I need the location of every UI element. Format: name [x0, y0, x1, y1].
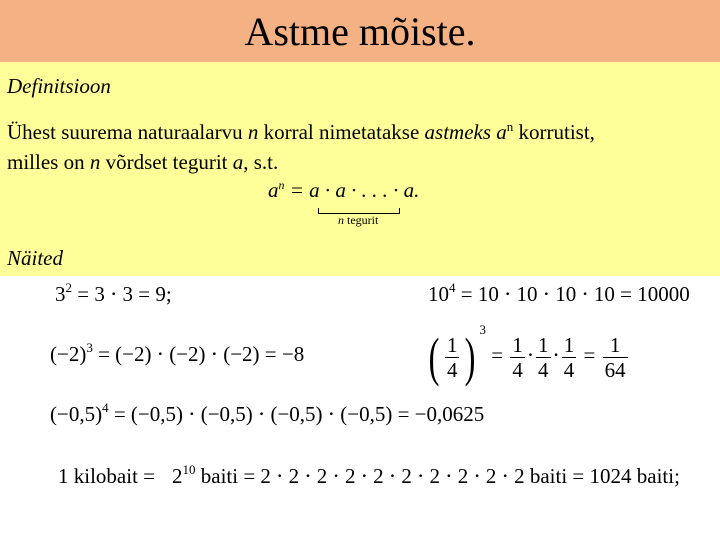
ex4-eq1: =: [491, 343, 504, 367]
ex5-base: (−0,5): [50, 402, 103, 426]
example-1: [55, 280, 172, 307]
fraction: $\frac{1}{4}$: [538, 332, 549, 382]
ex2-exp: 4: [449, 280, 456, 295]
def-text-part: korrutist,: [513, 120, 595, 144]
ex1-base: 3: [55, 282, 66, 306]
examples-header: [0, 234, 720, 276]
formula-rhs: = a ∙ a ∙ . . . ∙ a.: [284, 178, 420, 202]
def-text-part: milles on: [7, 150, 90, 174]
ex1-exp: 2: [65, 280, 72, 295]
definition-box: [0, 62, 720, 234]
fraction: $\frac{1}{4}$: [563, 332, 575, 382]
right-paren: ): [465, 327, 476, 388]
def-term-sup: n: [506, 119, 514, 134]
definition-text: [7, 112, 707, 177]
kilo-rhs: baiti = 2 ⋅ 2 ⋅ 2 ⋅ 2 ⋅ 2 ⋅ 2 ⋅ 2 ⋅ 2 ⋅ 2 ⋅ 2 baiti = 1024 baiti;: [195, 464, 680, 488]
fraction: $\frac{1}{64}$: [604, 332, 626, 382]
ex1-rhs: = 3 ⋅ 3 = 9;: [72, 282, 172, 306]
example-5: [50, 400, 484, 427]
def-term: astmeks a: [424, 120, 507, 144]
definition-formula: [268, 178, 419, 203]
ex4-exp: 3: [479, 322, 486, 337]
page-title: Astme mõiste.: [244, 9, 476, 54]
kilo-base: 2: [172, 464, 183, 488]
ex3-rhs: = (−2) ⋅ (−2) ⋅ (−2) = −8: [92, 342, 305, 366]
fraction: $\frac{1}{4}$: [446, 332, 458, 382]
fraction: $\frac{1}{4}$: [512, 332, 523, 382]
title-bar: [0, 0, 720, 62]
example-4: ( $\frac{1}{4}$ ) $^3$ = $\frac{1}{4}$ ⋅ $\frac{1}{4}$ ⋅ $\frac{1}{4}$ = $\frac{1}{64}$: [428, 322, 626, 388]
example-3: [50, 340, 304, 367]
def-text-part: Ühest suurema naturaalarvu: [7, 120, 248, 144]
kilobyte-label: 1 kilobait =: [58, 464, 156, 488]
formula-sup: n: [278, 178, 285, 192]
examples-label: Näited: [7, 246, 63, 270]
ex5-exp: 4: [102, 400, 109, 415]
def-n: n: [247, 120, 259, 144]
underbrace-n: n: [338, 213, 344, 227]
def-a: a: [232, 150, 244, 174]
def-n: n: [89, 150, 101, 174]
ex2-rhs: = 10 ⋅ 10 ⋅ 10 ⋅ 10 = 10000: [455, 282, 690, 306]
example-2: [428, 280, 690, 307]
kilo-exp: 10: [182, 462, 196, 477]
def-text-part: võrdset tegurit: [100, 150, 233, 174]
left-paren: (: [428, 327, 440, 388]
ex4-eq2: =: [583, 343, 596, 367]
def-text-part: korral nimetatakse: [258, 120, 425, 144]
ex5-rhs: = (−0,5) ⋅ (−0,5) ⋅ (−0,5) ⋅ (−0,5) = −0,0625: [108, 402, 485, 426]
definition-label: Definitsioon: [7, 74, 111, 98]
def-text-part: , s.t.: [243, 150, 279, 174]
ex3-exp: 3: [86, 340, 93, 355]
underbrace-text: tegurit: [344, 213, 379, 227]
formula-lhs: a: [268, 178, 279, 202]
underbrace-label: [338, 213, 378, 228]
ex3-base: (−2): [50, 342, 87, 366]
kilobyte-formula: [172, 462, 680, 489]
ex2-base: 10: [428, 282, 449, 306]
